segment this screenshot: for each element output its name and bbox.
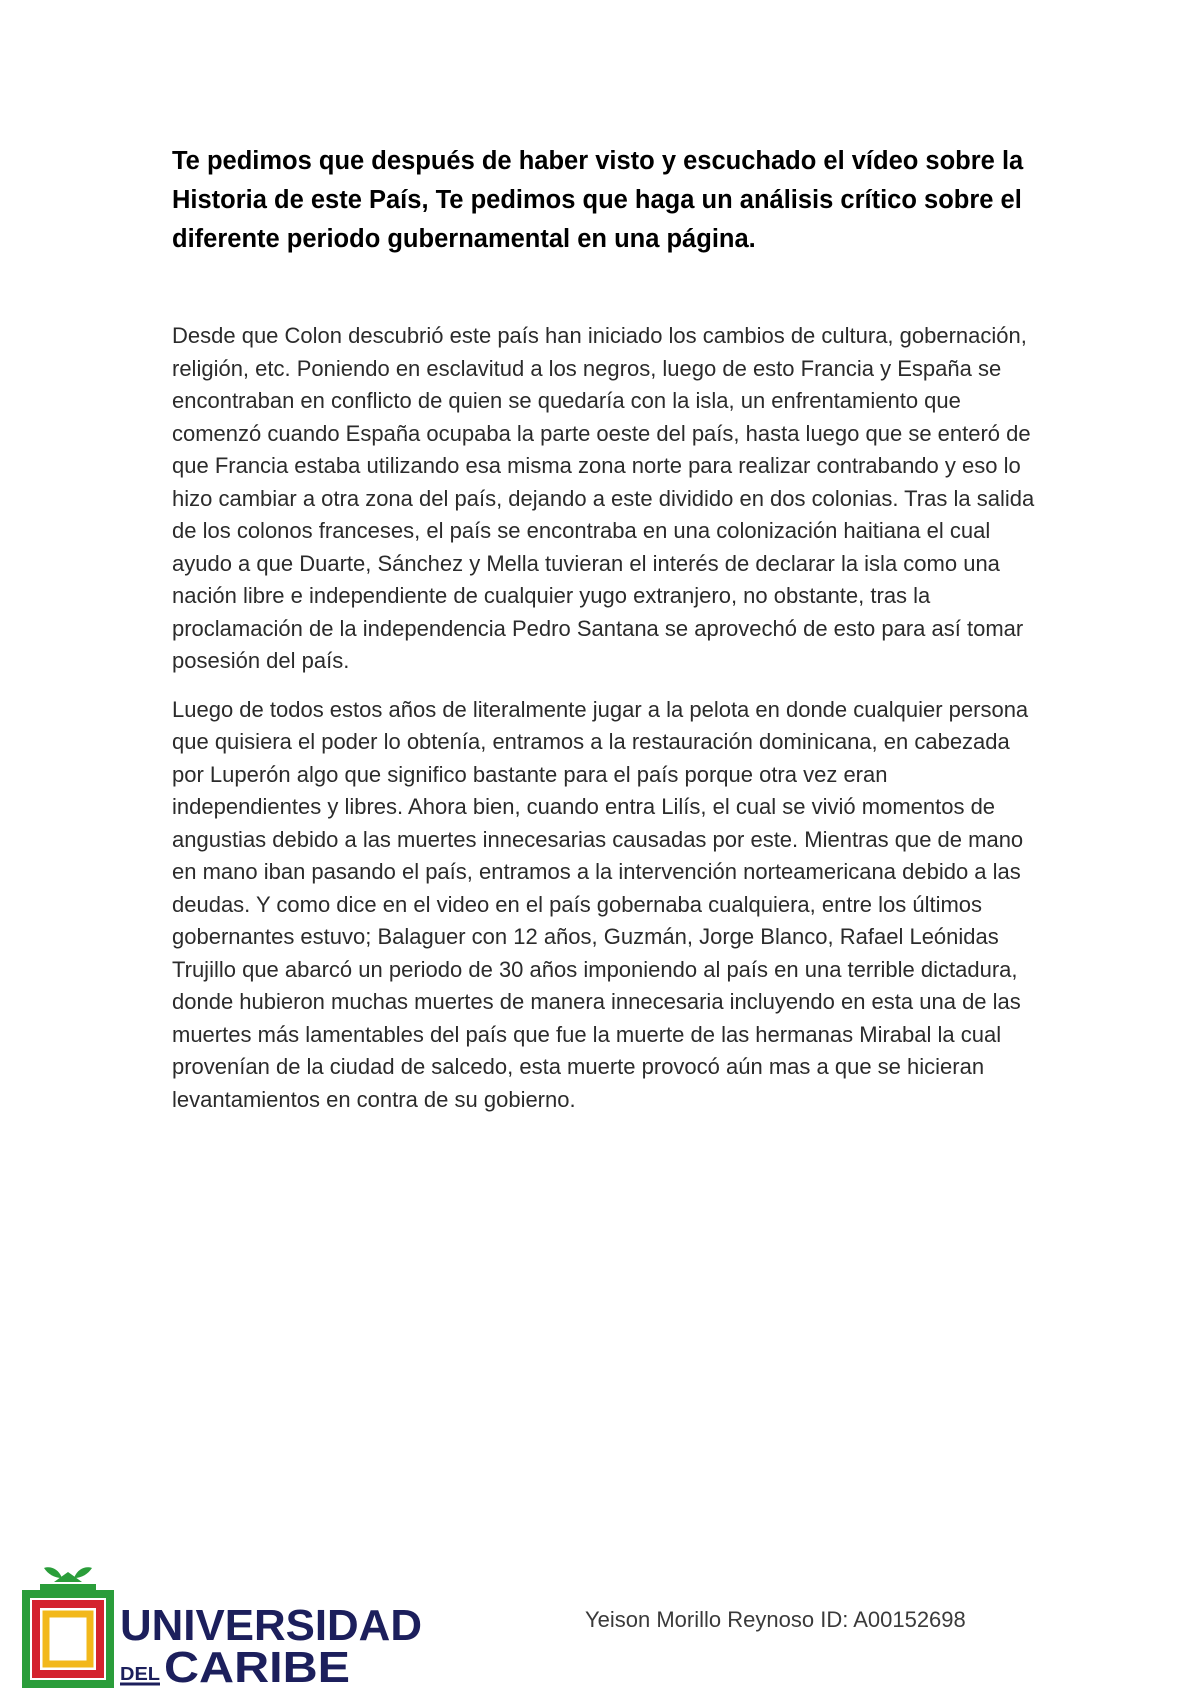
essay-paragraph-1: Desde que Colon descubrió este país han iniciado los cambios de cultura, gobernación, religión, etc. Poniendo en esclavitud a los negros, luego de esto Francia y España se encontraban en conflicto de quien se quedaría con la isla, un enfrentamiento que comenzó cuando España ocupaba la parte oeste del país, hasta luego que se enteró de que Francia estaba utilizando esa misma zona norte para realizar contrabando y eso lo hizo cambiar a otra zona del país, dejando a este dividido en dos colonias. Tras la salida de los colonos franceses, el país se encontraba en una colonización haitiana el cual ayudo a que Duarte, Sánchez y Mella tuvieran el interés de declarar la isla como una nación libre e independiente de cualquier yugo extranjero, no obstante, tras la proclamación de la independencia Pedro Santana se aprovechó de esto para así tomar posesión del país. [172, 323, 1035, 673]
universidad-del-caribe-logo [18, 1558, 438, 1688]
essay-paragraph-2: Luego de todos estos años de literalmente jugar a la pelota en donde cualquier persona que quisiera el poder lo obtenía, entramos a la restauración dominicana, en cabezada por Luperón algo que significo bastante para el país porque otra vez eran independientes y libres. Ahora bien, cuando entra Lilís, el cual se vivió momentos de angustias debido a las muertes innecesarias causadas por este. Mientras que de mano en mano iban pasando el país, entramos a la intervención norteamericana debido a las deudas. Y como dice en el video en el país gobernaba cualquiera, entre los últimos gobernantes estuvo; Balaguer con 12 años, Guzmán, Jorge Blanco, Rafael Leónidas Trujillo que abarcó un periodo de 30 años imponiendo al país en una terrible dictadura, donde hubieron muchas muertes de manera innecesaria incluyendo en esta una de las muertes más lamentables del país que fue la muerte de las hermanas Mirabal la cual provenían de la ciudad de salcedo, esta muerte provocó aún mas a que se hicieran levantamientos en contra de su gobierno. [172, 696, 1029, 1112]
logo-sprout-icon [40, 1567, 96, 1590]
logo-wordmark-prefix: DEL [120, 1664, 161, 1684]
assignment-prompt-heading: Te pedimos que después de haber visto y escuchado el vídeo sobre la Historia de este País, Te pedimos que haga un análisis crítico sobre el diferente periodo gubernamental en una página. [172, 147, 1024, 253]
essay-body [172, 320, 1042, 1132]
logo-emblem-icon [26, 1594, 110, 1684]
logo-wordmark-line1: UNIVERSIDAD [120, 1601, 422, 1650]
author-id-label: Yeison Morillo Reynoso ID: A00152698 [585, 1607, 966, 1632]
logo-wordmark-line2: CARIBE [164, 1643, 350, 1688]
